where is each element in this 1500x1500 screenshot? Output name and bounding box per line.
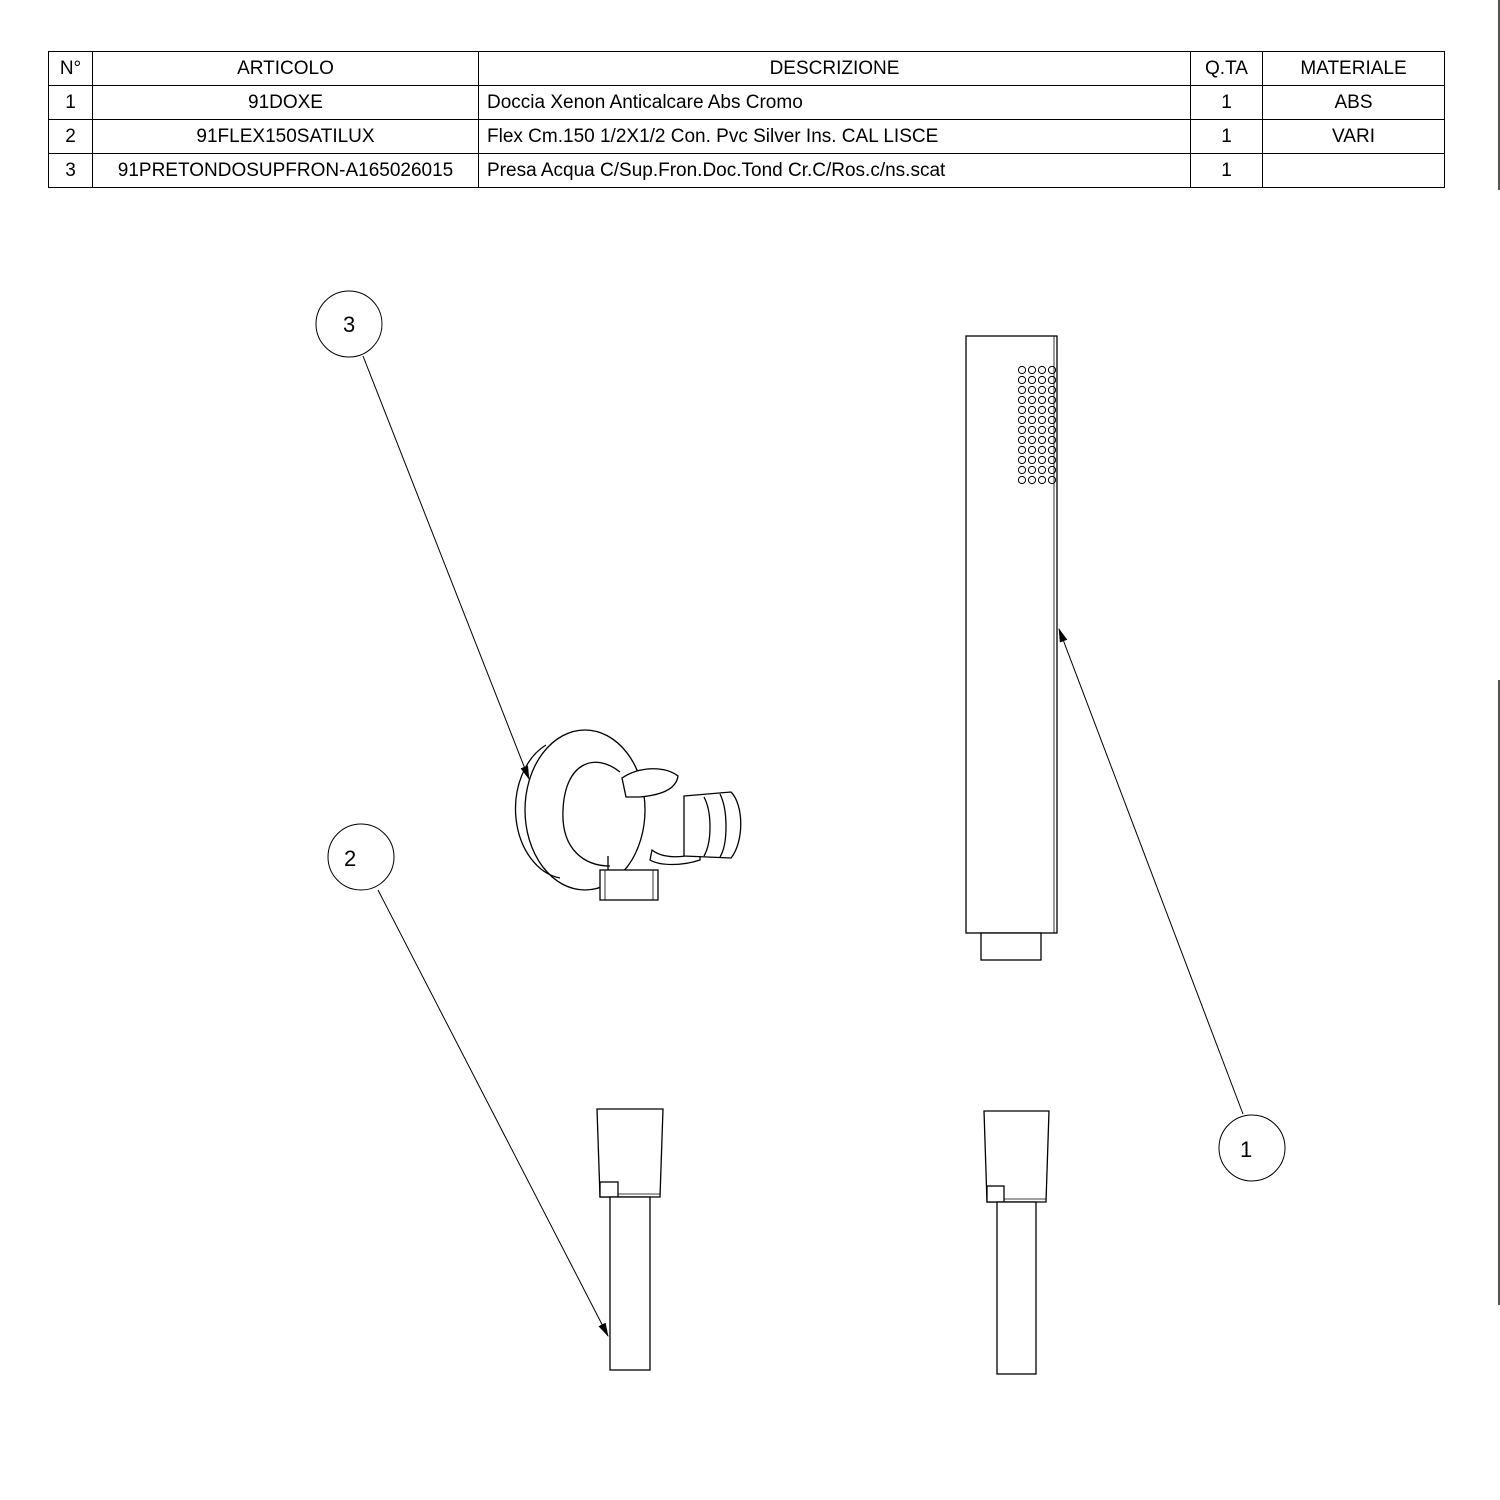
cell-materiale: ABS <box>1263 86 1445 120</box>
header-qta: Q.TA <box>1191 52 1263 86</box>
header-descrizione: DESCRIZIONE <box>479 52 1191 86</box>
cell-n: 3 <box>49 154 93 188</box>
callout-label-3: 3 <box>343 312 356 337</box>
callout-balloon-1 <box>1219 1115 1285 1181</box>
cell-n: 2 <box>49 120 93 154</box>
cell-descrizione: Doccia Xenon Anticalcare Abs Cromo <box>479 86 1191 120</box>
cell-articolo: 91FLEX150SATILUX <box>93 120 479 154</box>
cell-qta: 1 <box>1191 86 1263 120</box>
cell-qta: 1 <box>1191 120 1263 154</box>
cell-descrizione: Flex Cm.150 1/2X1/2 Con. Pvc Silver Ins. CAL LISCE <box>479 120 1191 154</box>
callout-balloon-3 <box>316 291 382 357</box>
hose-end-left <box>597 1109 663 1370</box>
cell-materiale: VARI <box>1263 120 1445 154</box>
leader-line-2 <box>378 890 608 1336</box>
callout-label-1: 1 <box>1240 1137 1253 1162</box>
cell-qta: 1 <box>1191 154 1263 188</box>
hand-shower <box>966 336 1057 960</box>
cell-n: 1 <box>49 86 93 120</box>
header-materiale: MATERIALE <box>1263 52 1445 86</box>
leader-line-1 <box>1059 629 1243 1114</box>
cell-articolo: 91PRETONDOSUPFRON-A165026015 <box>93 154 479 188</box>
hose-end-right <box>984 1111 1049 1374</box>
header-n: N° <box>49 52 93 86</box>
leader-lines <box>363 356 1243 1336</box>
header-articolo: ARTICOLO <box>93 52 479 86</box>
cell-articolo: 91DOXE <box>93 86 479 120</box>
cell-descrizione: Presa Acqua C/Sup.Fron.Doc.Tond Cr.C/Ros.c/ns.scat <box>479 154 1191 188</box>
wall-outlet-holder <box>516 730 741 900</box>
callout-label-2: 2 <box>344 846 357 871</box>
callout-balloon-2 <box>328 824 394 890</box>
leader-line-3 <box>363 356 529 779</box>
